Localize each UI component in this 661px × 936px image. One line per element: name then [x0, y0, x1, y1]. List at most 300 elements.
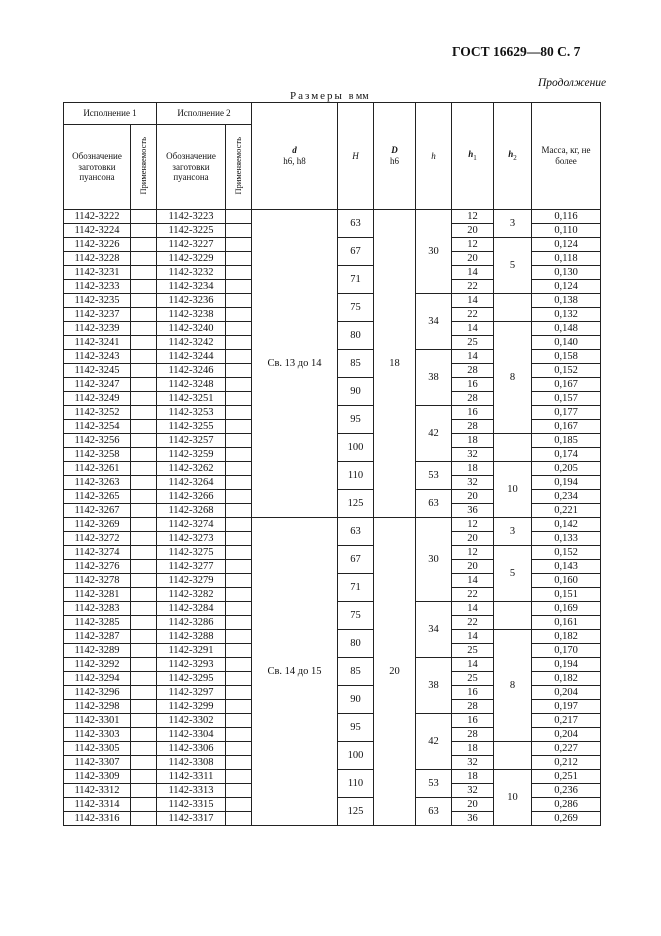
mass-value: 0,234	[532, 490, 601, 504]
mass-value: 0,194	[532, 476, 601, 490]
designation-v1: 1142-3276	[64, 560, 131, 574]
h1-value: 28	[452, 728, 494, 742]
H-value: 75	[338, 602, 374, 630]
applicability-v1	[131, 462, 157, 476]
applicability-v2	[226, 784, 252, 798]
applicability-v2	[226, 364, 252, 378]
designation-v1: 1142-3226	[64, 238, 131, 252]
designation-v2: 1142-3279	[157, 574, 226, 588]
mass-value: 0,177	[532, 406, 601, 420]
h2-value: 5	[494, 546, 532, 602]
d-value: Св. 13 до 14	[252, 210, 338, 518]
h1-value: 16	[452, 686, 494, 700]
designation-v2: 1142-3223	[157, 210, 226, 224]
applicability-v1	[131, 630, 157, 644]
h2-blank	[494, 602, 532, 630]
designation-v2: 1142-3286	[157, 616, 226, 630]
h2-value: 10	[494, 770, 532, 826]
h2-subscript: 2	[513, 154, 517, 163]
designation-v2: 1142-3317	[157, 812, 226, 826]
h1-value: 20	[452, 252, 494, 266]
applicability-v2	[226, 406, 252, 420]
h-value: 63	[416, 490, 452, 518]
applicability-v2	[226, 756, 252, 770]
h2-value: 8	[494, 630, 532, 742]
H-value: 80	[338, 630, 374, 658]
applicability-v2	[226, 672, 252, 686]
d-symbol: d	[292, 145, 297, 156]
applicability-v2	[226, 392, 252, 406]
h1-value: 22	[452, 280, 494, 294]
h1-value: 32	[452, 448, 494, 462]
applicability-v2	[226, 560, 252, 574]
designation-v1: 1142-3233	[64, 280, 131, 294]
mass-value: 0,251	[532, 770, 601, 784]
applicability-v1	[131, 350, 157, 364]
applicability-v1	[131, 378, 157, 392]
H-value: 85	[338, 350, 374, 378]
h1-value: 28	[452, 420, 494, 434]
applicability-v1	[131, 770, 157, 784]
mass-value: 0,116	[532, 210, 601, 224]
mass-value: 0,286	[532, 798, 601, 812]
designation-v2: 1142-3236	[157, 294, 226, 308]
h1-value: 14	[452, 294, 494, 308]
H-value: 95	[338, 714, 374, 742]
h1-value: 36	[452, 812, 494, 826]
applicability-v2	[226, 252, 252, 266]
H-value: 71	[338, 574, 374, 602]
designation-v1: 1142-3222	[64, 210, 131, 224]
designation-v1: 1142-3285	[64, 616, 131, 630]
mass-value: 0,133	[532, 532, 601, 546]
designation-v1: 1142-3314	[64, 798, 131, 812]
mass-value: 0,160	[532, 574, 601, 588]
applicability-v1	[131, 756, 157, 770]
designation-v2: 1142-3273	[157, 532, 226, 546]
h2-value: 5	[494, 238, 532, 294]
applicability-v1	[131, 364, 157, 378]
designation-v2: 1142-3308	[157, 756, 226, 770]
h1-value: 20	[452, 560, 494, 574]
designation-v2: 1142-3259	[157, 448, 226, 462]
h2-blank	[494, 742, 532, 770]
mass-value: 0,182	[532, 672, 601, 686]
mass-value: 0,167	[532, 420, 601, 434]
h1-value: 16	[452, 406, 494, 420]
designation-v1: 1142-3235	[64, 294, 131, 308]
applicability-v1	[131, 294, 157, 308]
designation-v2: 1142-3253	[157, 406, 226, 420]
designation-v2: 1142-3242	[157, 336, 226, 350]
designation-v1: 1142-3292	[64, 658, 131, 672]
applicability-v1	[131, 616, 157, 630]
h1-subscript: 1	[473, 154, 477, 163]
applicability-text-1: Применяемость	[138, 136, 149, 195]
designation-v1: 1142-3252	[64, 406, 131, 420]
applicability-v1	[131, 644, 157, 658]
applicability-v1	[131, 728, 157, 742]
designation-v2: 1142-3293	[157, 658, 226, 672]
h1-value: 14	[452, 350, 494, 364]
designation-v1: 1142-3303	[64, 728, 131, 742]
applicability-v1	[131, 434, 157, 448]
mass-value: 0,197	[532, 700, 601, 714]
H-value: 67	[338, 238, 374, 266]
designation-v1: 1142-3316	[64, 812, 131, 826]
designation-v1: 1142-3228	[64, 252, 131, 266]
designation-v2: 1142-3313	[157, 784, 226, 798]
mass-header: Масса, кг, не более	[532, 103, 601, 210]
applicability-header-2	[226, 125, 252, 210]
sizes-unit: в мм	[348, 91, 369, 102]
applicability-v1	[131, 784, 157, 798]
mass-value: 0,221	[532, 504, 601, 518]
designation-v2: 1142-3257	[157, 434, 226, 448]
h1-value: 12	[452, 546, 494, 560]
mass-value: 0,217	[532, 714, 601, 728]
h1-value: 14	[452, 322, 494, 336]
applicability-v2	[226, 336, 252, 350]
applicability-v1	[131, 308, 157, 322]
D-symbol: D	[391, 145, 398, 156]
mass-value: 0,151	[532, 588, 601, 602]
designation-v1: 1142-3289	[64, 644, 131, 658]
designation-v1: 1142-3294	[64, 672, 131, 686]
continuation-label: Продолжение	[538, 77, 607, 89]
mass-value: 0,118	[532, 252, 601, 266]
designation-v1: 1142-3239	[64, 322, 131, 336]
designation-v1: 1142-3278	[64, 574, 131, 588]
applicability-v1	[131, 336, 157, 350]
applicability-v2	[226, 476, 252, 490]
H-value: 63	[338, 210, 374, 238]
H-value: 100	[338, 742, 374, 770]
h-value: 38	[416, 350, 452, 406]
applicability-v2	[226, 518, 252, 532]
applicability-v1	[131, 700, 157, 714]
applicability-v2	[226, 448, 252, 462]
designation-v2: 1142-3262	[157, 462, 226, 476]
applicability-v1	[131, 658, 157, 672]
designation-v2: 1142-3244	[157, 350, 226, 364]
mass-value: 0,124	[532, 238, 601, 252]
H-value: 80	[338, 322, 374, 350]
mass-value: 0,152	[532, 546, 601, 560]
h-value: 53	[416, 462, 452, 490]
H-value: 85	[338, 658, 374, 686]
h1-value: 25	[452, 672, 494, 686]
designation-v2: 1142-3225	[157, 224, 226, 238]
designation-v2: 1142-3268	[157, 504, 226, 518]
designation-v2: 1142-3248	[157, 378, 226, 392]
applicability-v2	[226, 210, 252, 224]
designation-v1: 1142-3272	[64, 532, 131, 546]
applicability-v1	[131, 238, 157, 252]
applicability-v2	[226, 350, 252, 364]
H-header: H	[338, 103, 374, 210]
applicability-v1	[131, 224, 157, 238]
designation-v2: 1142-3229	[157, 252, 226, 266]
applicability-text-2: Применяемость	[233, 136, 244, 195]
applicability-v2	[226, 378, 252, 392]
applicability-v1	[131, 476, 157, 490]
designation-v1: 1142-3245	[64, 364, 131, 378]
applicability-v2	[226, 322, 252, 336]
applicability-header-1	[131, 125, 157, 210]
mass-value: 0,148	[532, 322, 601, 336]
designation-v1: 1142-3261	[64, 462, 131, 476]
D-value: 18	[374, 210, 416, 518]
applicability-v2	[226, 798, 252, 812]
designation-v2: 1142-3282	[157, 588, 226, 602]
designation-v2: 1142-3227	[157, 238, 226, 252]
h2-blank	[494, 294, 532, 322]
designation-v1: 1142-3274	[64, 546, 131, 560]
mass-value: 0,110	[532, 224, 601, 238]
page-header: ГОСТ 16629—80 С. 7	[452, 44, 581, 59]
mass-value: 0,143	[532, 560, 601, 574]
applicability-v2	[226, 504, 252, 518]
H-value: 63	[338, 518, 374, 546]
h-value: 38	[416, 658, 452, 714]
applicability-v2	[226, 728, 252, 742]
applicability-v2	[226, 588, 252, 602]
h1-value: 14	[452, 658, 494, 672]
table-row	[64, 518, 601, 532]
mass-value: 0,169	[532, 602, 601, 616]
h1-value: 18	[452, 462, 494, 476]
h-value: 42	[416, 406, 452, 462]
h-value: 30	[416, 518, 452, 602]
designation-v2: 1142-3297	[157, 686, 226, 700]
designation-v1: 1142-3312	[64, 784, 131, 798]
h-value: 34	[416, 294, 452, 350]
d-header	[252, 103, 338, 210]
designation-v1: 1142-3269	[64, 518, 131, 532]
H-value: 110	[338, 462, 374, 490]
designation-v1: 1142-3256	[64, 434, 131, 448]
designation-v1: 1142-3281	[64, 588, 131, 602]
h1-value: 28	[452, 700, 494, 714]
applicability-v2	[226, 434, 252, 448]
H-value: 90	[338, 378, 374, 406]
H-value: 71	[338, 266, 374, 294]
D-header	[374, 103, 416, 210]
applicability-v1	[131, 588, 157, 602]
h2-value: 3	[494, 518, 532, 546]
H-value: 125	[338, 798, 374, 826]
h1-value: 14	[452, 266, 494, 280]
designation-v2: 1142-3288	[157, 630, 226, 644]
mass-value: 0,130	[532, 266, 601, 280]
applicability-v2	[226, 812, 252, 826]
designation-v1: 1142-3241	[64, 336, 131, 350]
sizes-caption	[290, 90, 369, 102]
designation-v1: 1142-3243	[64, 350, 131, 364]
mass-value: 0,161	[532, 616, 601, 630]
designation-v2: 1142-3291	[157, 644, 226, 658]
h1-value: 14	[452, 630, 494, 644]
designation-v2: 1142-3299	[157, 700, 226, 714]
designation-v1: 1142-3247	[64, 378, 131, 392]
h1-value: 25	[452, 336, 494, 350]
h1-value: 22	[452, 616, 494, 630]
h1-value: 28	[452, 392, 494, 406]
mass-value: 0,132	[532, 308, 601, 322]
applicability-v1	[131, 392, 157, 406]
mass-value: 0,204	[532, 686, 601, 700]
h-value: 34	[416, 602, 452, 658]
designation-v2: 1142-3306	[157, 742, 226, 756]
mass-value: 0,140	[532, 336, 601, 350]
mass-value: 0,205	[532, 462, 601, 476]
h1-value: 12	[452, 518, 494, 532]
mass-value: 0,170	[532, 644, 601, 658]
designation-v2: 1142-3266	[157, 490, 226, 504]
applicability-v2	[226, 546, 252, 560]
applicability-v2	[226, 644, 252, 658]
designation-v2: 1142-3264	[157, 476, 226, 490]
applicability-v2	[226, 686, 252, 700]
h-value: 42	[416, 714, 452, 770]
designation-v2: 1142-3238	[157, 308, 226, 322]
h1-value: 20	[452, 798, 494, 812]
d-value: Св. 14 до 15	[252, 518, 338, 826]
designation-v1: 1142-3237	[64, 308, 131, 322]
applicability-v1	[131, 406, 157, 420]
h-header: h	[416, 103, 452, 210]
applicability-v1	[131, 252, 157, 266]
mass-value: 0,152	[532, 364, 601, 378]
applicability-v1	[131, 798, 157, 812]
designation-v2: 1142-3240	[157, 322, 226, 336]
h1-value: 22	[452, 588, 494, 602]
applicability-v2	[226, 308, 252, 322]
designation-header-1: Обозначение заготовки пуансона	[64, 125, 131, 210]
designation-v1: 1142-3287	[64, 630, 131, 644]
h1-value: 20	[452, 224, 494, 238]
applicability-v1	[131, 742, 157, 756]
applicability-v1	[131, 560, 157, 574]
applicability-v1	[131, 812, 157, 826]
mass-value: 0,157	[532, 392, 601, 406]
applicability-v1	[131, 672, 157, 686]
h1-symbol: h	[468, 149, 474, 160]
designation-v1: 1142-3265	[64, 490, 131, 504]
h-value: 30	[416, 210, 452, 294]
h1-value: 20	[452, 490, 494, 504]
applicability-v2	[226, 742, 252, 756]
H-value: 95	[338, 406, 374, 434]
designation-v2: 1142-3315	[157, 798, 226, 812]
applicability-v1	[131, 210, 157, 224]
designation-v1: 1142-3307	[64, 756, 131, 770]
h2-value: 3	[494, 210, 532, 238]
h1-value: 32	[452, 784, 494, 798]
designation-v2: 1142-3232	[157, 266, 226, 280]
applicability-v2	[226, 630, 252, 644]
designation-v2: 1142-3284	[157, 602, 226, 616]
designation-v1: 1142-3224	[64, 224, 131, 238]
applicability-v1	[131, 448, 157, 462]
designation-v2: 1142-3234	[157, 280, 226, 294]
D-value: 20	[374, 518, 416, 826]
mass-value: 0,227	[532, 742, 601, 756]
designation-v1: 1142-3258	[64, 448, 131, 462]
sizes-caption-text: Размеры	[290, 90, 344, 102]
applicability-v2	[226, 574, 252, 588]
h2-blank	[494, 434, 532, 462]
h1-value: 25	[452, 644, 494, 658]
H-value: 75	[338, 294, 374, 322]
h1-value: 12	[452, 238, 494, 252]
applicability-v2	[226, 266, 252, 280]
applicability-v1	[131, 490, 157, 504]
applicability-v2	[226, 532, 252, 546]
mass-value: 0,269	[532, 812, 601, 826]
designation-v1: 1142-3231	[64, 266, 131, 280]
applicability-v2	[226, 714, 252, 728]
designation-v1: 1142-3267	[64, 504, 131, 518]
applicability-v2	[226, 280, 252, 294]
applicability-v2	[226, 770, 252, 784]
designation-v1: 1142-3301	[64, 714, 131, 728]
version2-header: Исполнение 2	[157, 103, 252, 125]
mass-value: 0,167	[532, 378, 601, 392]
mass-value: 0,212	[532, 756, 601, 770]
h1-value: 14	[452, 602, 494, 616]
applicability-v1	[131, 546, 157, 560]
h1-value: 32	[452, 476, 494, 490]
H-value: 125	[338, 490, 374, 518]
h1-value: 12	[452, 210, 494, 224]
mass-value: 0,138	[532, 294, 601, 308]
mass-value: 0,174	[532, 448, 601, 462]
designation-v1: 1142-3254	[64, 420, 131, 434]
h-value: 53	[416, 770, 452, 798]
applicability-v2	[226, 294, 252, 308]
applicability-v1	[131, 280, 157, 294]
applicability-v2	[226, 602, 252, 616]
h-value: 63	[416, 798, 452, 826]
designation-v1: 1142-3263	[64, 476, 131, 490]
applicability-v2	[226, 490, 252, 504]
mass-value: 0,142	[532, 518, 601, 532]
h1-header	[452, 103, 494, 210]
applicability-v1	[131, 420, 157, 434]
applicability-v2	[226, 616, 252, 630]
applicability-v1	[131, 574, 157, 588]
d-tolerance: h6, h8	[283, 156, 306, 166]
h2-header	[494, 103, 532, 210]
h2-value: 8	[494, 322, 532, 434]
table-row	[64, 210, 601, 224]
designation-v2: 1142-3277	[157, 560, 226, 574]
applicability-v1	[131, 686, 157, 700]
h2-value: 10	[494, 462, 532, 518]
designation-v2: 1142-3304	[157, 728, 226, 742]
mass-value: 0,124	[532, 280, 601, 294]
designation-v1: 1142-3309	[64, 770, 131, 784]
mass-value: 0,185	[532, 434, 601, 448]
H-value: 67	[338, 546, 374, 574]
h1-value: 14	[452, 574, 494, 588]
designation-v2: 1142-3295	[157, 672, 226, 686]
applicability-v2	[226, 224, 252, 238]
applicability-v2	[226, 700, 252, 714]
designation-v2: 1142-3251	[157, 392, 226, 406]
